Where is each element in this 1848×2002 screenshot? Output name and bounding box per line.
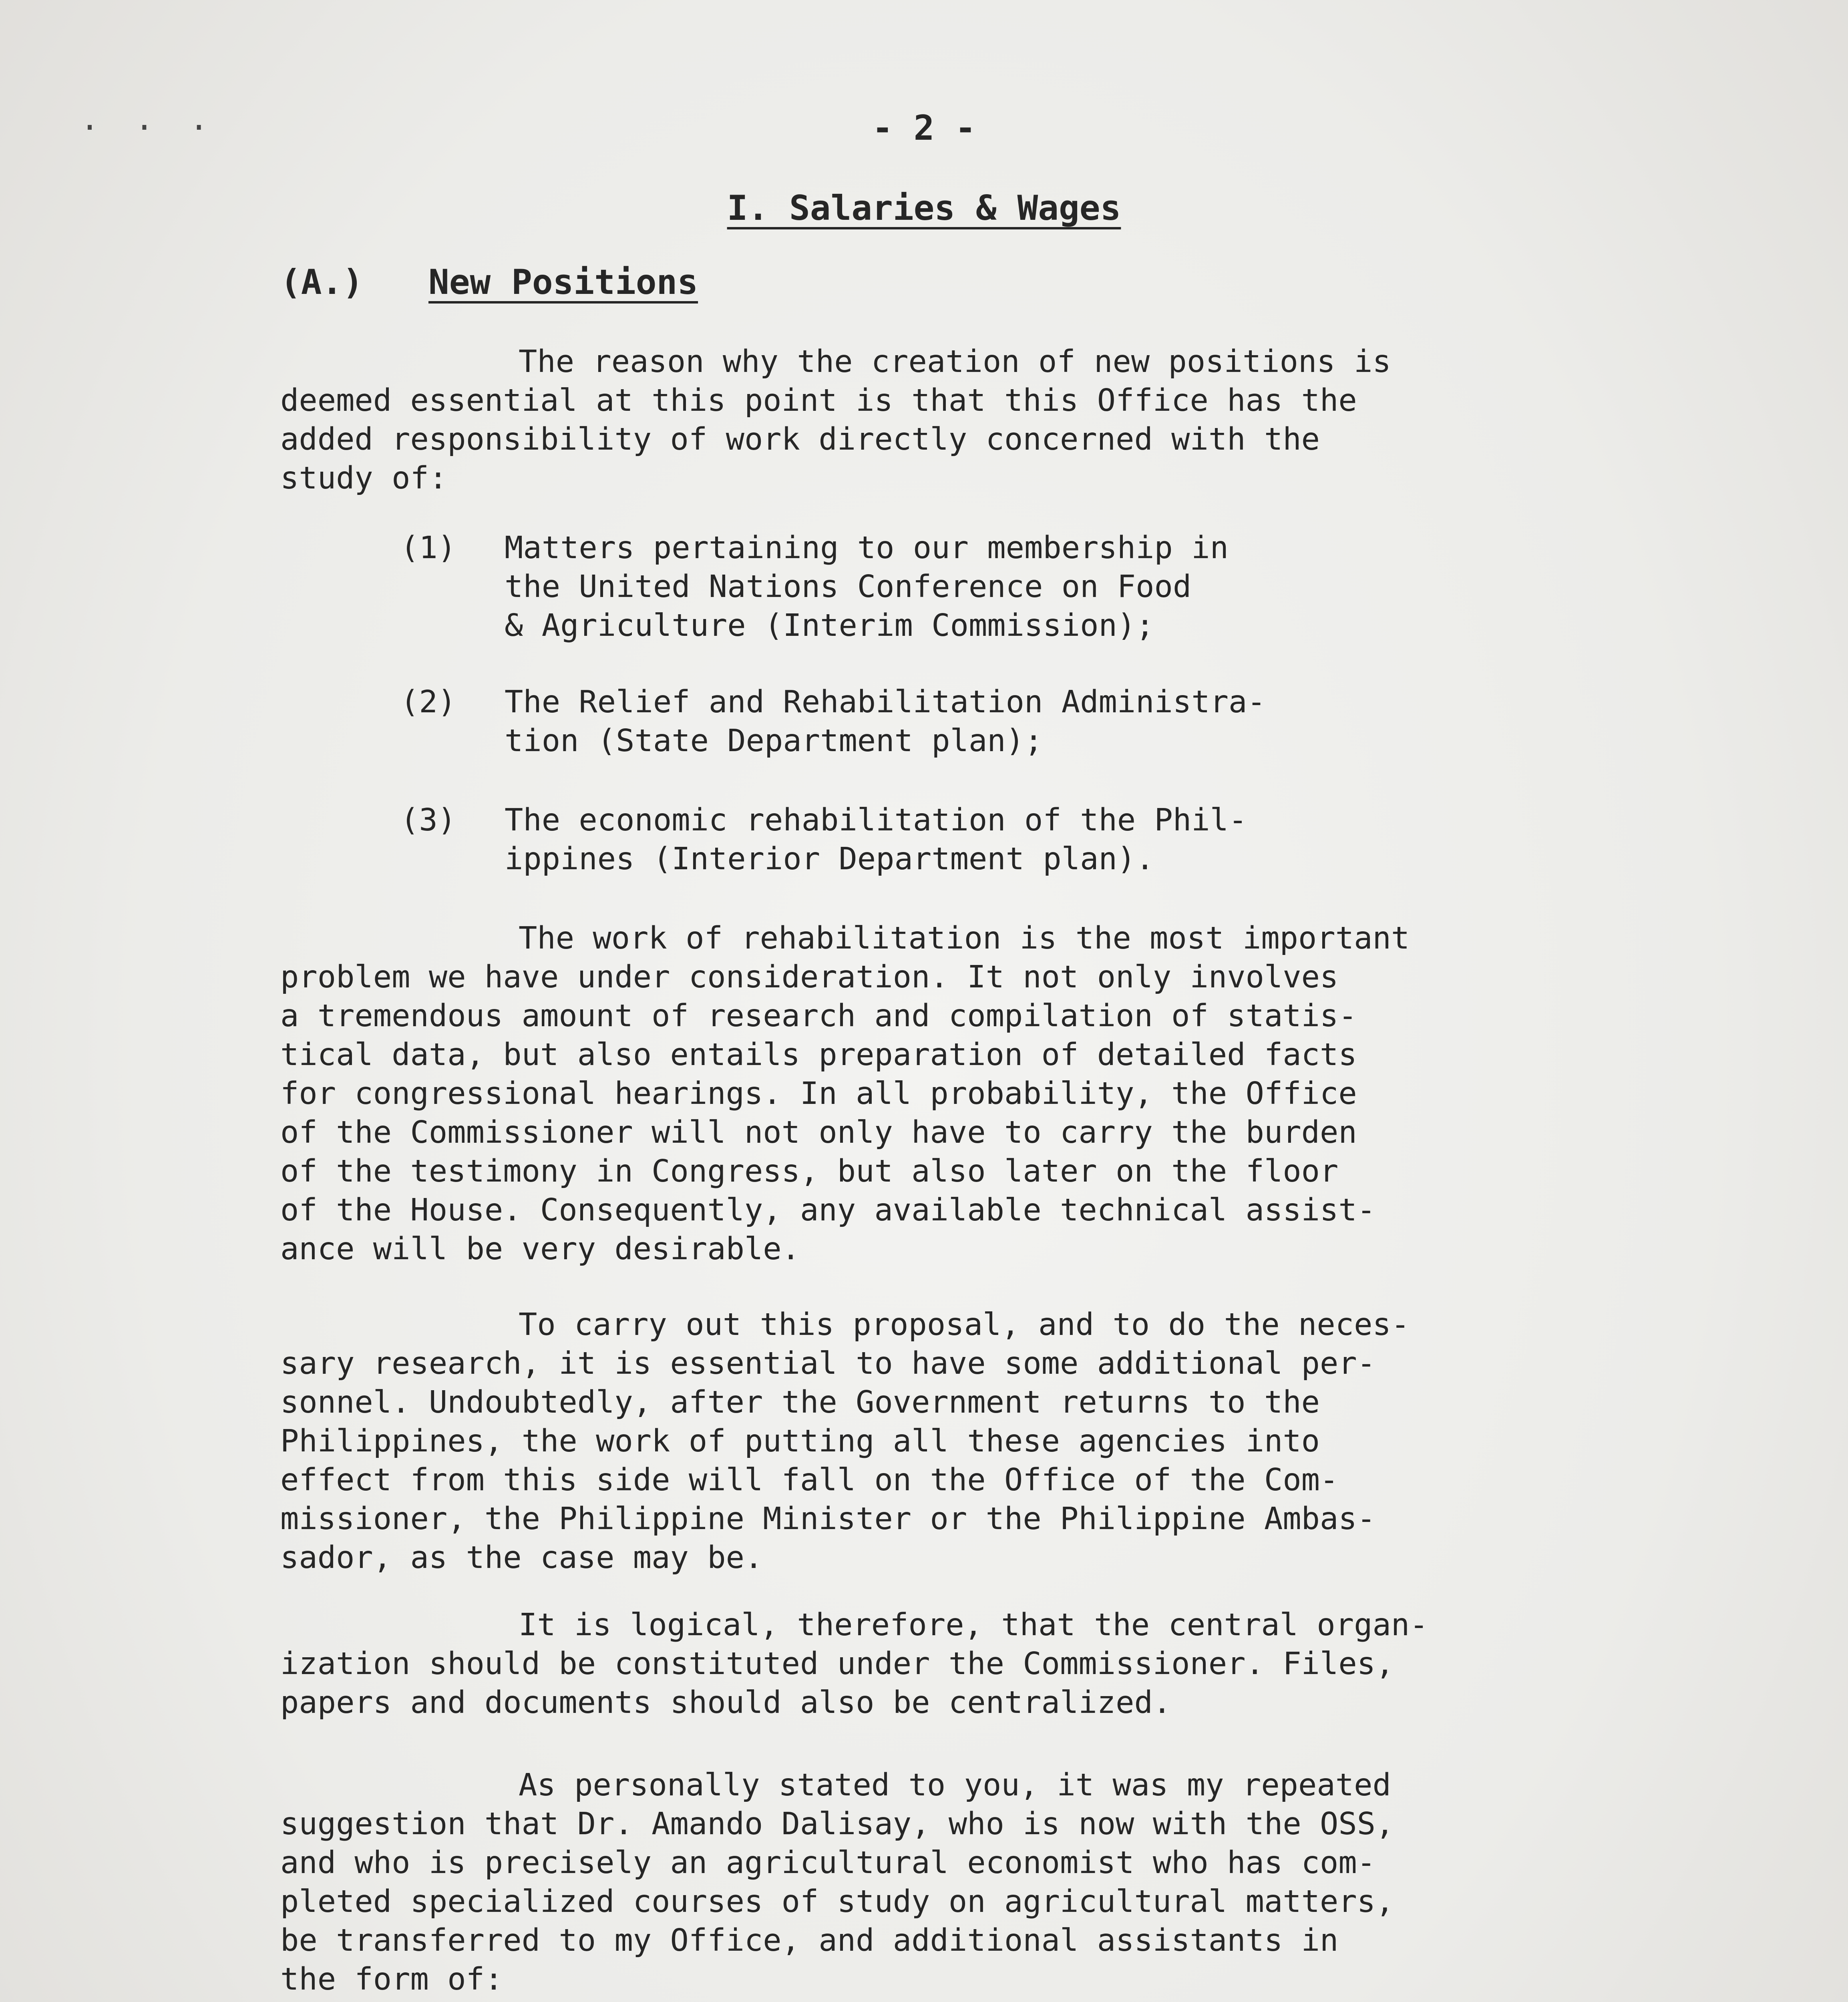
logical-paragraph: It is logical, therefore, that the central organ- ization should be constituted under the Commissioner. Files, papers and documents should also be centralized.	[280, 1607, 1428, 1721]
list-item	[400, 683, 1482, 760]
subsection-header	[280, 262, 698, 302]
subsection-heading: New Positions	[428, 262, 698, 302]
stray-marks: . . .	[80, 100, 217, 137]
intro-paragraph: The reason why the creation of new positions is deemed essential at this point is that this Office has the added responsibility of work directly concerned with the study of:	[280, 344, 1391, 496]
section-title: I. Salaries & Wages	[727, 188, 1121, 228]
rehabilitation-paragraph: The work of rehabilitation is the most important problem we have under consideration. It not only involves a tremendous amount of research and compilation of statis- tical data, but also entails preparation of detailed facts for congressional hearings. In all probability, the Office of the Commissioner will not only have to carry the burden of the testimony in Congress, but also later on the floor of the House. Consequently, any available technical assist- ance will be very desirable.	[280, 921, 1410, 1267]
list-item-number: (3)	[400, 802, 456, 838]
list-item-number: (2)	[400, 684, 456, 720]
list-item-text: The economic rehabilitation of the Phil- ippines (Interior Department plan).	[505, 802, 1247, 877]
list-item-text: The Relief and Rehabilitation Administra- tion (State Department plan);	[505, 684, 1266, 759]
responsibilities-list-3	[400, 801, 1482, 878]
list-item-number: (1)	[400, 530, 456, 566]
suggestion-paragraph: As personally stated to you, it was my repeated suggestion that Dr. Amando Dalisay, who is now with the OSS, and who is precisely an agricultural economist who has com- pleted specialized courses of study on agricultural matters, be transferred to my Office, and additional assistants in the form of:	[280, 1767, 1394, 1997]
list-item-text: Matters pertaining to our membership in the United Nations Conference on Food & Agriculture (Interim Commission);	[505, 530, 1229, 643]
subsection-label: (A.)	[280, 262, 364, 302]
list-item	[400, 529, 1482, 645]
page-number: - 2 -	[872, 108, 976, 148]
proposal-paragraph: To carry out this proposal, and to do the neces- sary research, it is essential to have some additional per- sonnel. Undoubtedly, after the Government returns to the Philippines, the work of putting all these agencies into effect from this side will fall on the Office of the Com- missioner, the Philippine Minister or the Philippine Ambas- sador, as the case may be.	[280, 1307, 1410, 1576]
responsibilities-list-2	[400, 683, 1482, 760]
list-item	[400, 801, 1482, 878]
responsibilities-list	[400, 529, 1482, 645]
